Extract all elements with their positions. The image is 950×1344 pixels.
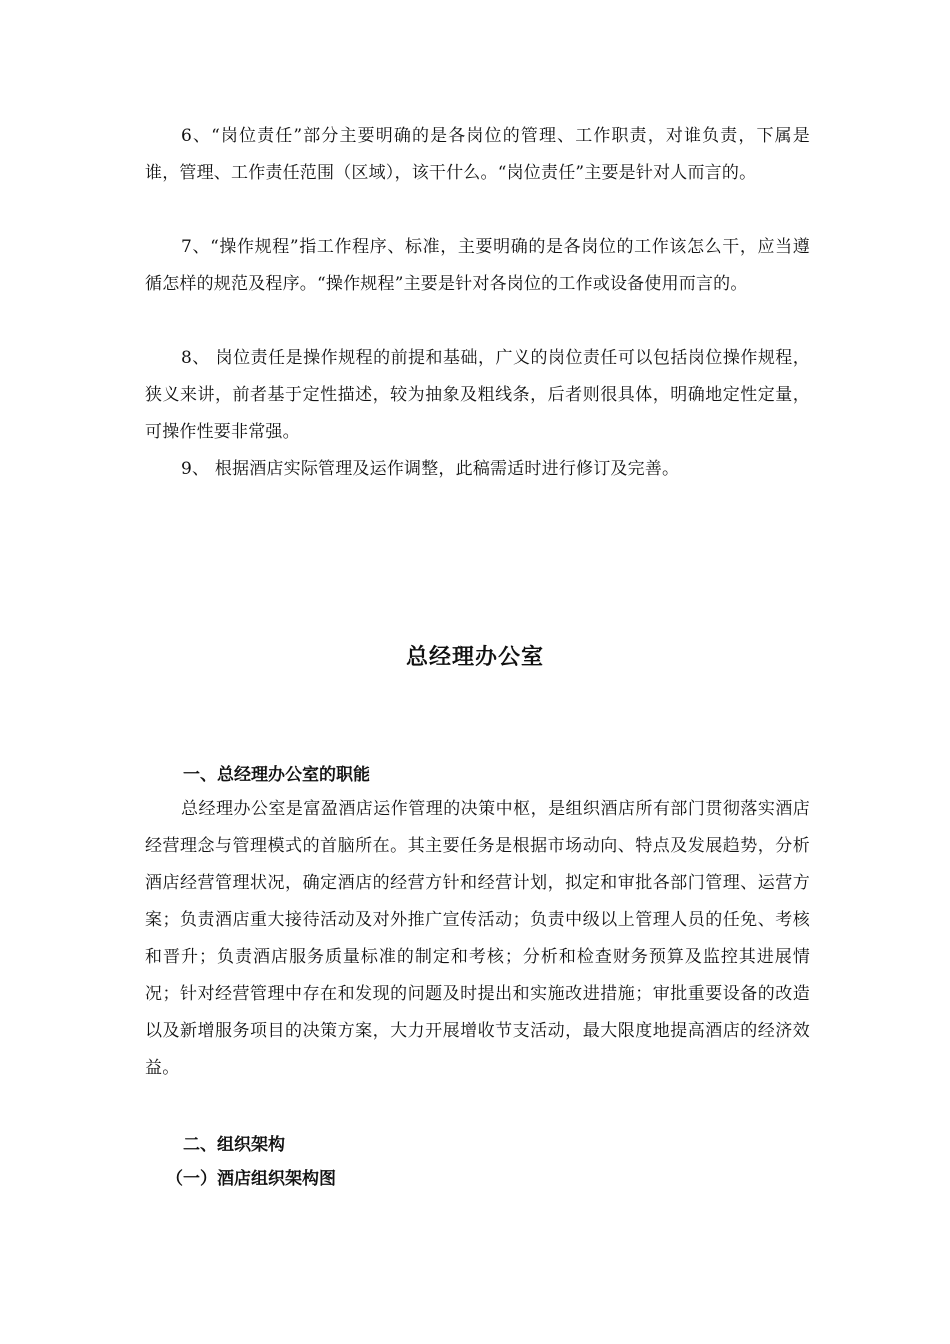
section-1-heading: 一、总经理办公室的职能: [183, 765, 370, 785]
note-9-paragraph: 9、 根据酒店实际管理及运作调整，此稿需适时进行修订及完善。: [181, 459, 680, 479]
section-2-subheading: （一）酒店组织架构图: [166, 1169, 336, 1189]
section-2-heading: 二、组织架构: [183, 1135, 285, 1155]
note-6-paragraph: 6、“岗位责任”部分主要明确的是各岗位的管理、工作职责，对谁负责，下属是谁，管理、工作责任范围（区域），该干什么。“岗位责任”主要是针对人而言的。: [145, 126, 810, 183]
note-7-paragraph: 7、“操作规程”指工作程序、标准，主要明确的是各岗位的工作该怎么干，应当遵循怎样的规范及程序。“操作规程”主要是针对各岗位的工作或设备使用而言的。: [145, 237, 810, 294]
section-title: 总经理办公室: [405, 645, 544, 670]
note-8-paragraph: 8、 岗位责任是操作规程的前提和基础，广义的岗位责任可以包括岗位操作规程，狭义来讲，前者基于定性描述，较为抽象及粗线条，后者则很具体，明确地定性定量，可操作性要非常强。: [145, 348, 810, 442]
section-1-body: 总经理办公室是富盈酒店运作管理的决策中枢，是组织酒店所有部门贯彻落实酒店经营理念与管理模式的首脑所在。其主要任务是根据市场动向、特点及发展趋势，分析酒店经营管理状况，确定酒店的经营方针和经营计划，拟定和审批各部门管理、运营方案；负责酒店重大接待活动及对外推广宣传活动；负责中级以上管理人员的任免、考核和晋升；负责酒店服务质量标准的制定和考核；分析和检查财务预算及监控其进展情况；针对经营管理中存在和发现的问题及时提出和实施改进措施；审批重要设备的改造以及新增服务项目的决策方案，大力开展增收节支活动，最大限度地提高酒店的经济效益。: [145, 799, 810, 1078]
